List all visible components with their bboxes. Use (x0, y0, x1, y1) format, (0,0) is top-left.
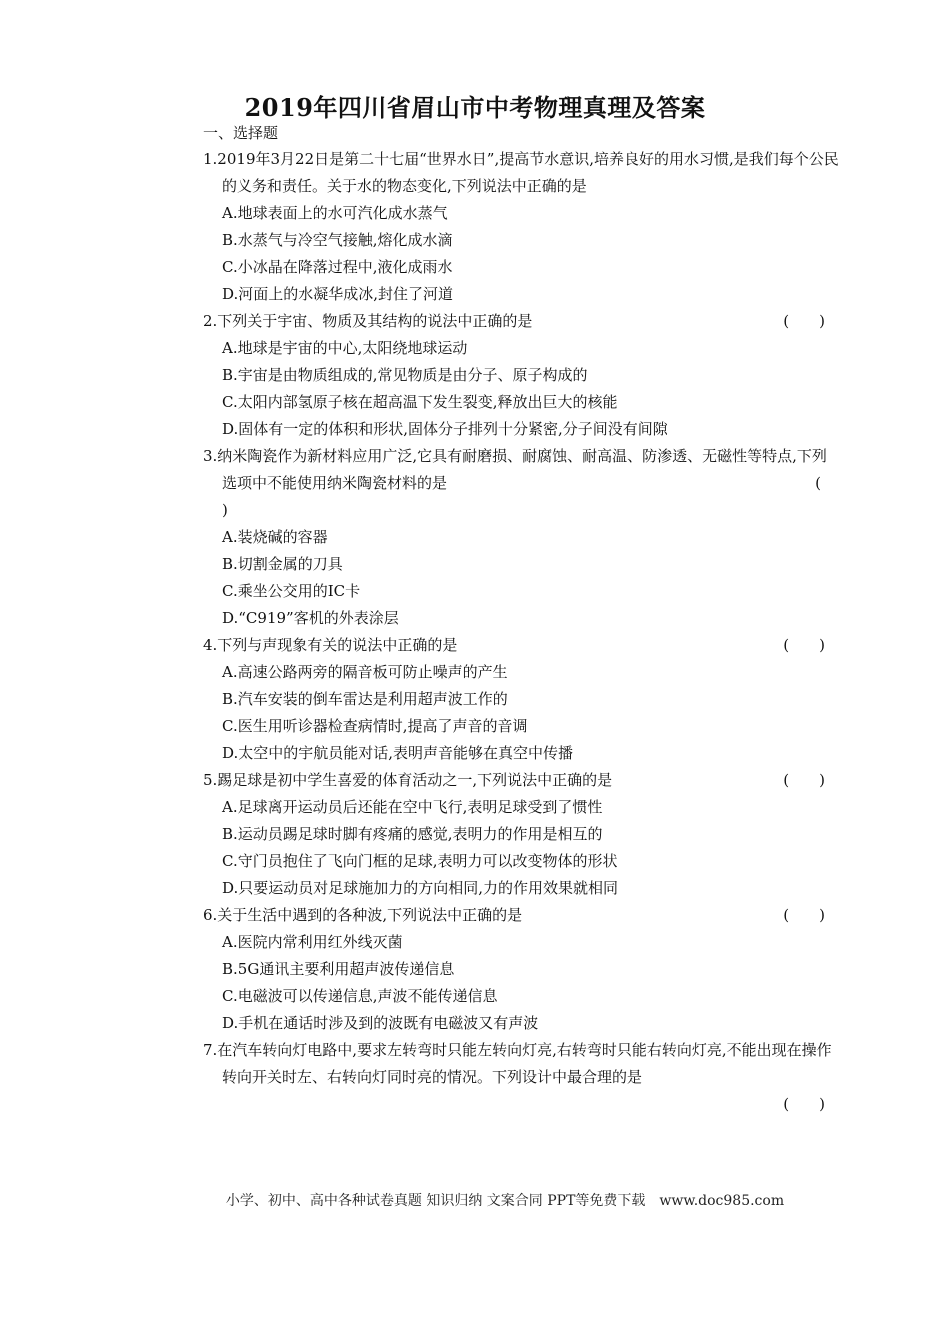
question-7 (203, 1037, 839, 1118)
option-d: D.固体有一定的体积和形状,固体分子排列十分紧密,分子间没有间隙 (222, 420, 668, 438)
answer-parenthesis: ( ) (783, 906, 825, 924)
answer-parenthesis: ( ) (783, 636, 825, 654)
answer-paren-open: ( (815, 474, 821, 492)
option-c: C.太阳内部氢原子核在超高温下发生裂变,释放出巨大的核能 (222, 393, 618, 411)
question-3 (203, 443, 839, 632)
option-c: C.电磁波可以传递信息,声波不能传递信息 (222, 987, 498, 1005)
page-footer: 小学、初中、高中各种试卷真题 知识归纳 文案合同 PPT等免费下载 www.doc985.com (225, 1193, 785, 1209)
page-title: 2019年四川省眉山市中考物理真理及答案 (244, 93, 706, 122)
option-d: D.手机在通话时涉及到的波既有电磁波又有声波 (222, 1014, 539, 1032)
question-line (203, 902, 839, 929)
question-stem: 4.下列与声现象有关的说法中正确的是 (203, 636, 458, 654)
option-a: A.地球表面上的水可汽化成水蒸气 (222, 204, 448, 222)
question-stem: 6.关于生活中遇到的各种波,下列说法中正确的是 (203, 906, 523, 924)
question-4 (203, 632, 839, 767)
question-line (203, 308, 839, 335)
answer-parenthesis: ( ) (783, 312, 825, 330)
question-6 (203, 902, 839, 1037)
question-stem: 1.2019年3月22日是第二十七届“世界水日”,提高节水意识,培养良好的用水习惯,是我们每个公民的义务和责任。关于水的物态变化,下列说法中正确的是 (203, 150, 839, 195)
question-line (203, 767, 839, 794)
question-stem: 5.踢足球是初中学生喜爱的体育活动之一,下列说法中正确的是 (203, 771, 613, 789)
option-c: C.乘坐公交用的IC卡 (222, 582, 361, 600)
option-b: B.切割金属的刀具 (222, 555, 343, 573)
option-a: A.地球是宇宙的中心,太阳绕地球运动 (222, 339, 468, 357)
option-a: A.医院内常利用红外线灭菌 (222, 933, 403, 951)
option-b: B.水蒸气与冷空气接触,熔化成水滴 (222, 231, 453, 249)
option-a: A.足球离开运动员后还能在空中飞行,表明足球受到了惯性 (222, 798, 603, 816)
section-heading: 一、选择题 (203, 124, 279, 142)
option-c: C.医生用听诊器检查病情时,提高了声音的音调 (222, 717, 528, 735)
question-5 (203, 767, 839, 902)
answer-parenthesis: ( ) (783, 1095, 825, 1113)
question-line (203, 632, 839, 659)
option-b: B.宇宙是由物质组成的,常见物质是由分子、原子构成的 (222, 366, 588, 384)
option-c: C.守门员抱住了飞向门框的足球,表明力可以改变物体的形状 (222, 852, 618, 870)
question-2 (203, 308, 839, 443)
question-stem: 3.纳米陶瓷作为新材料应用广泛,它具有耐磨损、耐腐蚀、耐高温、防渗透、无磁性等特点,下列选项中不能使用纳米陶瓷材料的是 (203, 447, 827, 492)
question-stem: 7.在汽车转向灯电路中,要求左转弯时只能左转向灯亮,右转弯时只能右转向灯亮,不能出现在操作转向开关时左、右转向灯同时亮的情况。下列设计中最合理的是 (203, 1041, 832, 1086)
answer-parenthesis: ( ) (783, 771, 825, 789)
option-b: B.运动员踢足球时脚有疼痛的感觉,表明力的作用是相互的 (222, 825, 603, 843)
option-a: A.高速公路两旁的隔音板可防止噪声的产生 (222, 663, 508, 681)
option-d: D.太空中的宇航员能对话,表明声音能够在真空中传播 (222, 744, 574, 762)
answer-paren-close: ) (222, 501, 228, 519)
option-b: B.汽车安装的倒车雷达是利用超声波工作的 (222, 690, 508, 708)
option-d: D.只要运动员对足球施加力的方向相同,力的作用效果就相同 (222, 879, 619, 897)
question-1 (203, 146, 839, 308)
option-a: A.装烧碱的容器 (222, 528, 328, 546)
option-d: D.河面上的水凝华成冰,封住了河道 (222, 285, 454, 303)
option-d: D.“C919”客机的外表涂层 (222, 609, 399, 627)
option-c: C.小冰晶在降落过程中,液化成雨水 (222, 258, 453, 276)
question-list (203, 146, 839, 1118)
question-stem: 2.下列关于宇宙、物质及其结构的说法中正确的是 (203, 312, 533, 330)
option-b: B.5G通讯主要利用超声波传递信息 (222, 960, 455, 978)
